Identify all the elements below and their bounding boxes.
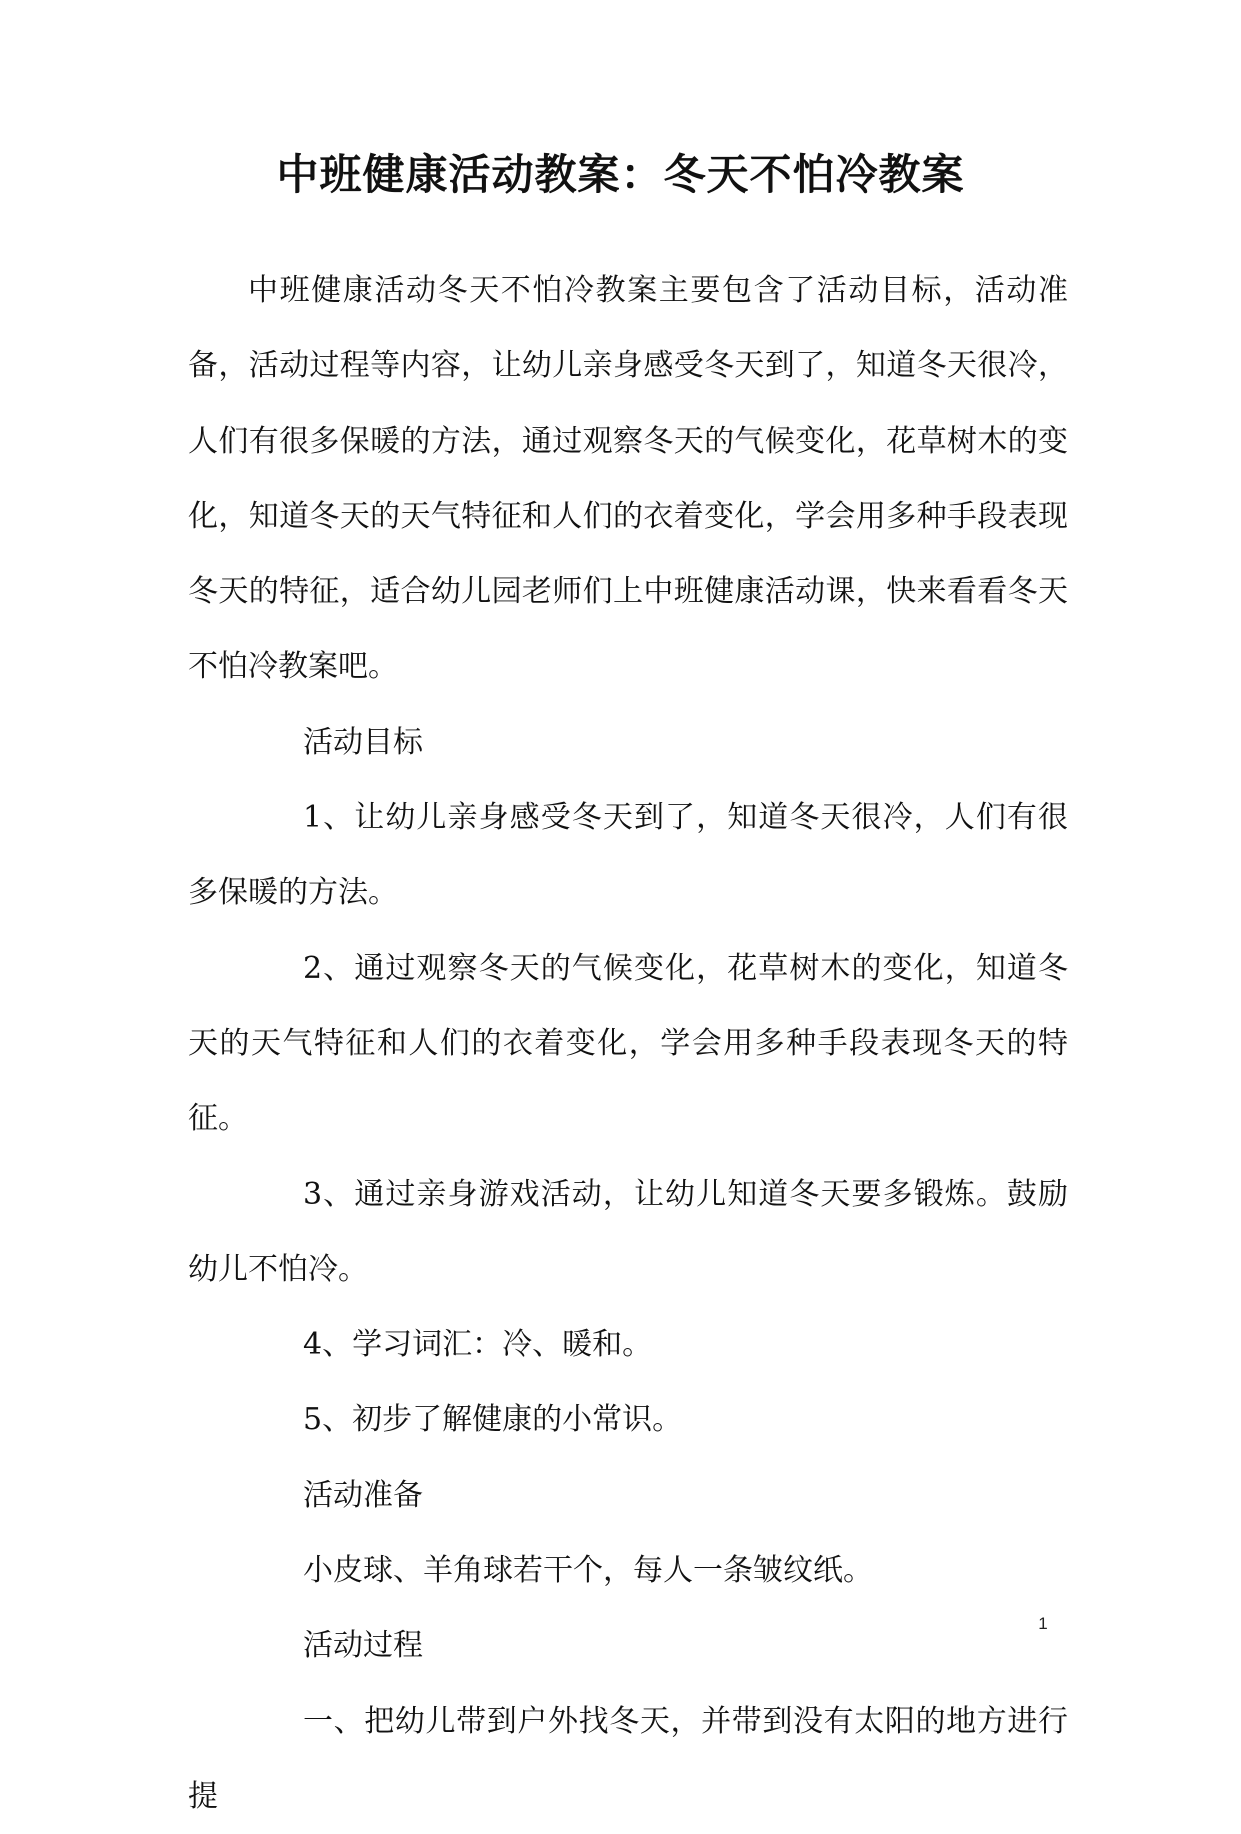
process-heading: 活动过程 [303, 1628, 423, 1664]
prep-text: 小皮球、羊角球若干个，每人一条皱纹纸。 [303, 1553, 873, 1589]
goal-item-5: 5、初步了解健康的小常识。 [303, 1402, 683, 1438]
goal-item-3: 3、通过亲身游戏活动，让幼儿知道冬天要多锻炼。鼓励幼儿不怕冷。 [188, 1176, 1068, 1287]
goal-item-2: 2、通过观察冬天的气候变化，花草树木的变化，知道冬天的天气特征和人们的衣着变化，学会用多种手段表现冬天的特征。 [188, 950, 1068, 1137]
process-step-1: 一、把幼儿带到户外找冬天，并带到没有太阳的地方进行提 [188, 1703, 1068, 1814]
document-title: 中班健康活动教案：冬天不怕冷教案 [276, 150, 965, 199]
page-number: 1 [1038, 1614, 1048, 1633]
prep-heading: 活动准备 [303, 1477, 423, 1513]
intro-paragraph: 中班健康活动冬天不怕冷教案主要包含了活动目标，活动准备，活动过程等内容，让幼儿亲身感受冬天到了，知道冬天很冷，人们有很多保暖的方法，通过观察冬天的气候变化，花草树木的变化，知道冬天的天气特征和人们的衣着变化，学会用多种手段表现冬天的特征，适合幼儿园老师们上中班健康活动课，快来看看冬天不怕冷教案吧。 [188, 273, 1068, 685]
document-body [188, 253, 1068, 1834]
goal-item-1: 1、让幼儿亲身感受冬天到了，知道冬天很冷，人们有很多保暖的方法。 [188, 800, 1068, 911]
goals-heading: 活动目标 [303, 724, 423, 760]
goal-item-4: 4、学习词汇：冷、暖和。 [303, 1327, 653, 1363]
